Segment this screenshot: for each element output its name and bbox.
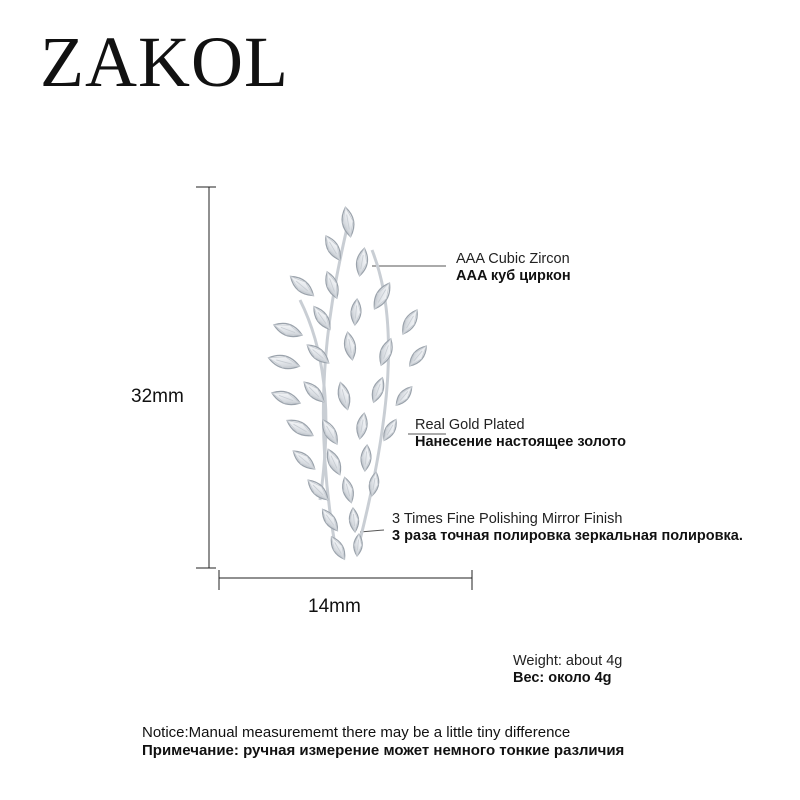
feature-polish-en: 3 Times Fine Polishing Mirror Finish	[392, 511, 623, 527]
feature-zircon	[456, 251, 571, 285]
feature-zircon-ru: AAA куб циркон	[456, 268, 571, 284]
marquise-crystal-icon	[369, 376, 387, 404]
marquise-crystal-icon	[340, 206, 356, 238]
marquise-crystal-icon	[355, 412, 369, 439]
marquise-crystal-icon	[360, 445, 372, 472]
marquise-crystal-icon	[348, 508, 359, 533]
marquise-crystal-icon	[327, 534, 349, 561]
earring-illustration	[267, 206, 430, 561]
marquise-crystal-icon	[335, 381, 353, 411]
marquise-crystal-icon	[340, 476, 356, 504]
marquise-crystal-icon	[398, 307, 421, 337]
width-label: 14mm	[308, 596, 361, 617]
feature-polish-ru: 3 раза точная полировка зеркальная полировка.	[392, 528, 743, 544]
marquise-crystal-icon	[376, 337, 396, 367]
marquise-crystal-icon	[272, 320, 304, 341]
marquise-crystal-icon	[406, 343, 430, 369]
notice	[142, 724, 624, 760]
weight-en: Weight: about 4g	[513, 653, 623, 669]
feature-zircon-en: AAA Cubic Zircon	[456, 251, 570, 267]
feature-gold	[415, 417, 626, 451]
marquise-crystal-icon	[393, 384, 415, 408]
metal-frame	[300, 215, 389, 545]
feature-polish	[392, 511, 743, 545]
marquise-crystal-icon	[270, 388, 302, 409]
feature-gold-en: Real Gold Plated	[415, 417, 525, 433]
notice-en: Notice:Manual measurememt there may be a little tiny difference	[142, 724, 571, 741]
marquise-crystal-icon	[318, 417, 341, 447]
weight-info	[513, 653, 622, 687]
height-label: 32mm	[131, 386, 184, 407]
marquise-crystal-icon	[342, 331, 357, 360]
feature-gold-ru: Нанесение настоящее золото	[415, 434, 627, 450]
brand-logo: ZAKOL	[40, 22, 289, 102]
marquise-crystal-icon	[267, 352, 301, 372]
marquise-crystal-icon	[350, 299, 362, 326]
weight-ru: Вес: около 4g	[513, 670, 612, 686]
marquise-crystal-icon	[287, 272, 317, 300]
marquise-crystal-icon	[290, 447, 318, 473]
notice-ru: Примечание: ручная измерение может немного тонкие различия	[142, 742, 625, 759]
marquise-crystal-icon	[284, 416, 316, 441]
marquise-crystal-icon	[322, 270, 342, 300]
marquise-crystal-icon	[354, 247, 369, 276]
